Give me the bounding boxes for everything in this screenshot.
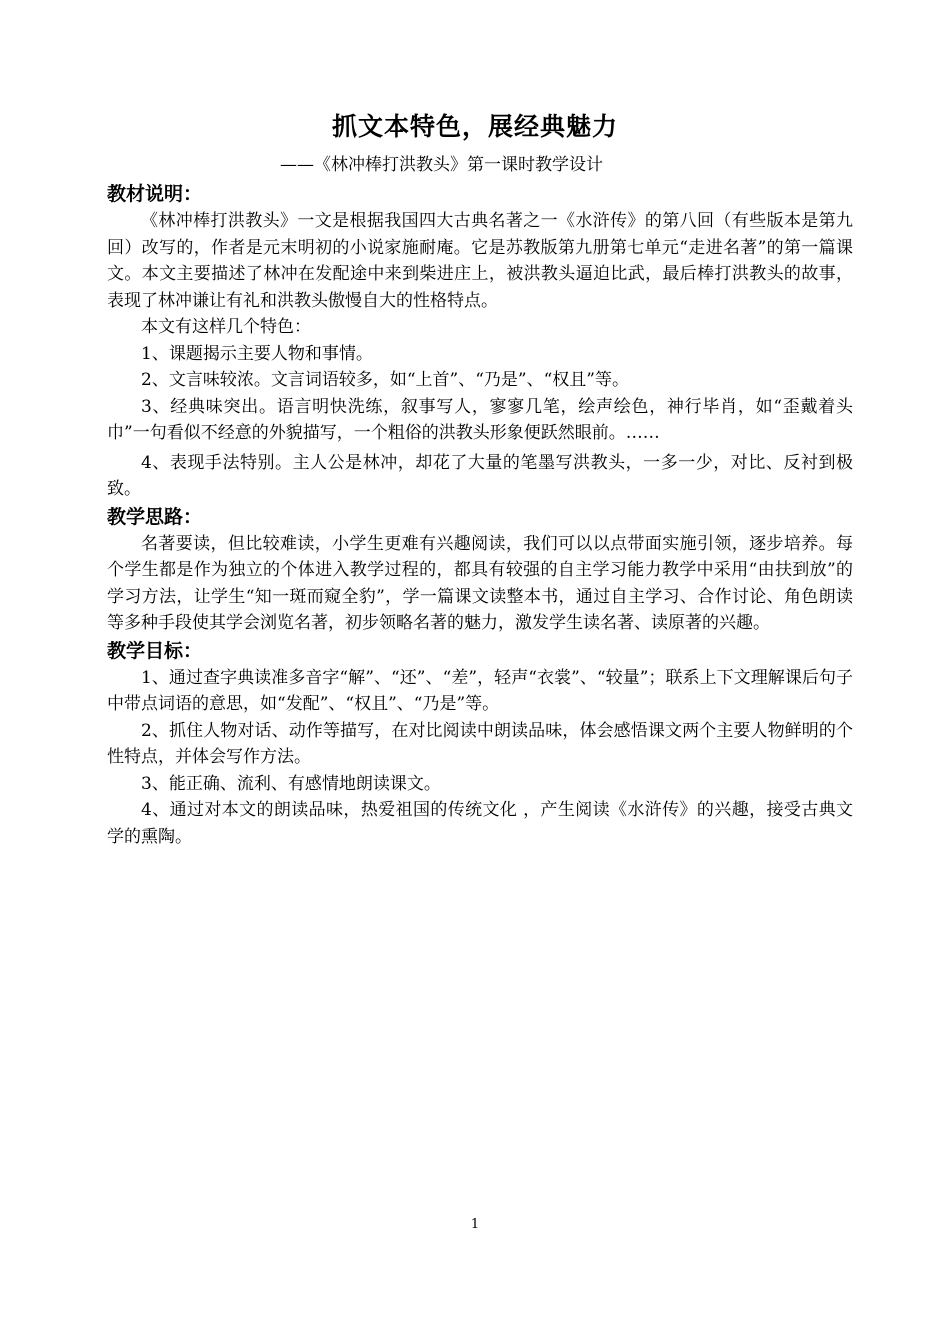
document-subtitle: ——《林冲棒打洪教头》第一课时教学设计 bbox=[280, 155, 603, 175]
document-title: 抓文本特色，展经典魅力 bbox=[331, 112, 618, 141]
document-body bbox=[107, 180, 853, 850]
section-approach bbox=[107, 503, 853, 637]
list-item: 2、文言味较浓。文言词语较多，如“上首”、“乃是”、“权且”等。 bbox=[141, 370, 629, 390]
list-item: 1、课题揭示主要人物和事情。 bbox=[141, 343, 373, 364]
list-item: 2、抓住人物对话、动作等描写，在对比阅读中朗读品味，体会感悟课文两个主要人物鲜明的个性特点，并体会写作方法。 bbox=[107, 720, 853, 767]
list-item: 3、经典味突出。语言明快洗练，叙事写人，寥寥几笔，绘声绘色，神行毕肖，如“歪戴着头巾”一句看似不经意的外貌描写，一个粗俗的洪教头形象便跃然眼前。…… bbox=[107, 396, 853, 443]
paragraph: 本文有这样几个特色： bbox=[141, 317, 311, 337]
list-item: 4、通过对本文的朗读品味，热爱祖国的传统文化 ，产生阅读《水浒传》的兴趣，接受古典文学的熏陶。 bbox=[107, 800, 853, 847]
section-heading: 教学思路： bbox=[107, 505, 203, 528]
paragraph: 《林冲棒打洪教头》一文是根据我国四大古典名著之一《水浒传》的第八回（有些版本是第九回）改写的，作者是元末明初的小说家施耐庵。它是苏教版第九册第七单元“走进名著”的第一篇课文。本文主要描述了林冲在发配途中来到柴进庄上，被洪教头逼迫比武，最后棒打洪教头的故事，表现了林冲谦让有礼和洪教头傲慢自大的性格特点。 bbox=[107, 211, 853, 311]
page-number: 1 bbox=[470, 1217, 480, 1232]
paragraph: 名著要读，但比较难读，小学生更难有兴趣阅读，我们可以以点带面实施引领，逐步培养。每个学生都是作为独立的个体进入教学过程的，都具有较强的自主学习能力教学中采用“由扶到放”的学习方法，让学生“知一斑而窥全豹”，学一篇课文读整本书，通过自主学习、合作讨论、角色朗读等多种手段使其学会浏览名著，初步领略名著的魅力，激发学生读名著、读原著的兴趣。 bbox=[107, 533, 853, 633]
section-goals bbox=[107, 637, 853, 851]
list-item: 4、表现手法特别。主人公是林冲，却花了大量的笔墨写洪教头，一多一少，对比、反衬到极致。 bbox=[107, 452, 853, 499]
list-item: 1、通过查字典读准多音字“解”、“还”、“差”，轻声“衣裳”、“较量”；联系上下文理解课后句子中带点词语的意思，如“发配”、“权且”、“乃是”等。 bbox=[107, 667, 853, 714]
list-item: 3、能正确、流利、有感情地朗读课文。 bbox=[141, 773, 441, 794]
section-heading: 教学目标： bbox=[107, 639, 203, 662]
section-heading: 教材说明： bbox=[107, 183, 203, 205]
section-materials bbox=[107, 180, 853, 503]
